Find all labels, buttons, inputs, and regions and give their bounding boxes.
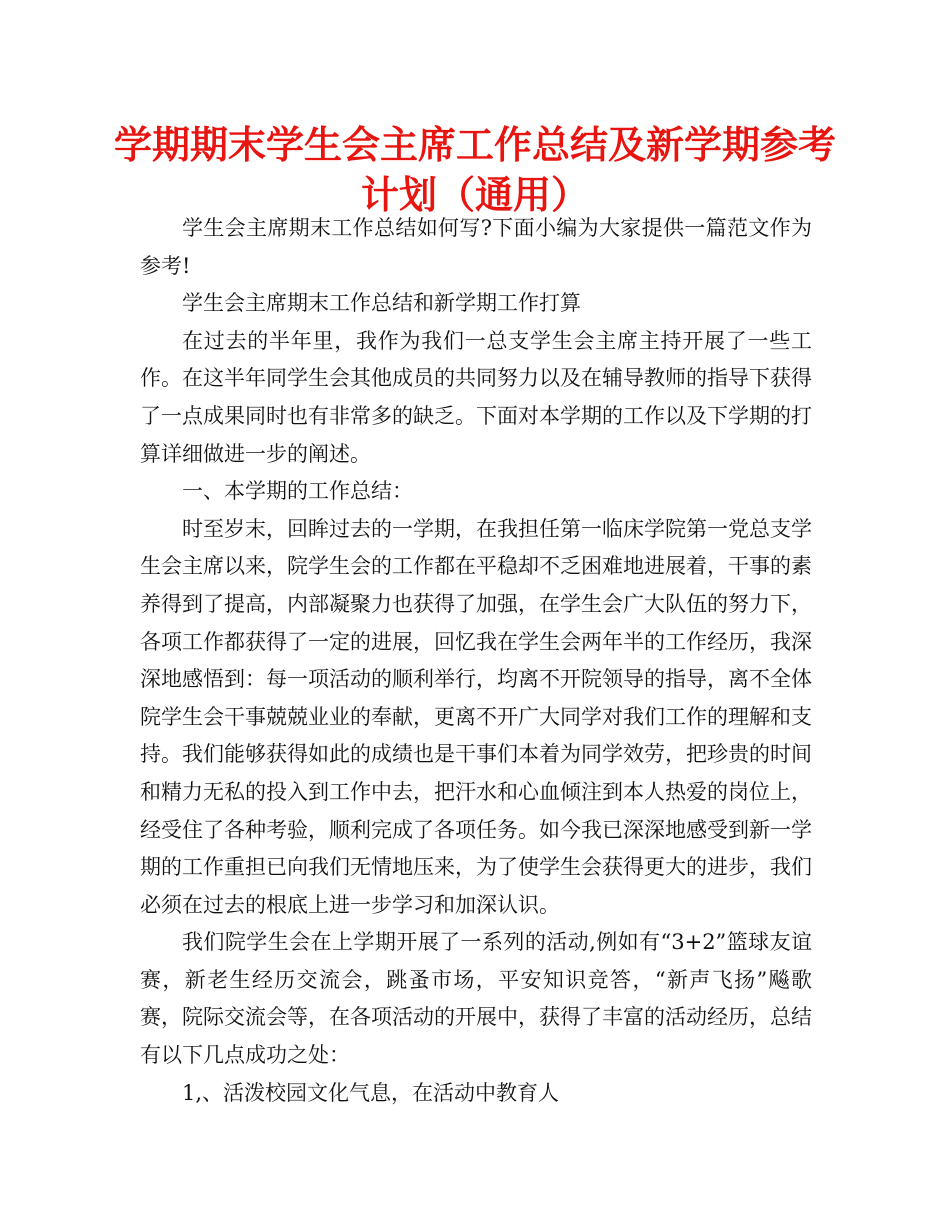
document-title: 学期期末学生会主席工作总结及新学期参考计划（通用） [113, 123, 836, 217]
body-paragraph: 在过去的半年里，我作为我们一总支学生会主席主持开展了一些工作。在这半年同学生会其他成员的共同努力以及在辅导教师的指导下获得了一点成果同时也有非常多的缺乏。下面对本学期的工作以及下学期的打算详细做进一步的阐述。 [140, 328, 812, 466]
body-paragraph: 我们院学生会在上学期开展了一系列的活动,例如有“3+2”篮球友谊赛，新老生经历交流会，跳蚤市场，平安知识竞答，“新声飞扬”飚歌赛，院际交流会等，在各项活动的开展中，获得了丰富的活动经历，总结有以下几点成功之处： [140, 930, 812, 1068]
subtitle-paragraph: 学生会主席期末工作总结和新学期工作打算 [182, 291, 581, 316]
intro-paragraph: 学生会主席期末工作总结如何写?下面小编为大家提供一篇范文作为参考! [140, 216, 812, 278]
section-heading: 一、本学期的工作总结： [182, 479, 413, 504]
document-body [140, 210, 812, 1112]
list-item-heading: 1,、活泼校园文化气息，在活动中教育人 [182, 1080, 560, 1105]
body-paragraph: 时至岁末，回眸过去的一学期，在我担任第一临床学院第一党总支学生会主席以来，院学生会的工作都在平稳却不乏困难地进展着，干事的素养得到了提高，内部凝聚力也获得了加强，在学生会广大队伍的努力下，各项工作都获得了一定的进展，回忆我在学生会两年半的工作经历，我深深地感悟到：每一项活动的顺利举行，均离不开院领导的指导，离不全体院学生会干事兢兢业业的奉献，更离不开广大同学对我们工作的理解和支持。我们能够获得如此的成绩也是干事们本着为同学效劳，把珍贵的时间和精力无私的投入到工作中去，把汗水和心血倾注到本人热爱的岗位上，经受住了各种考验，顺利完成了各项任务。如今我已深深地感受到新一学期的工作重担已向我们无情地压来，为了使学生会获得更大的进步，我们必须在过去的根底上进一步学习和加深认识。 [140, 516, 812, 917]
